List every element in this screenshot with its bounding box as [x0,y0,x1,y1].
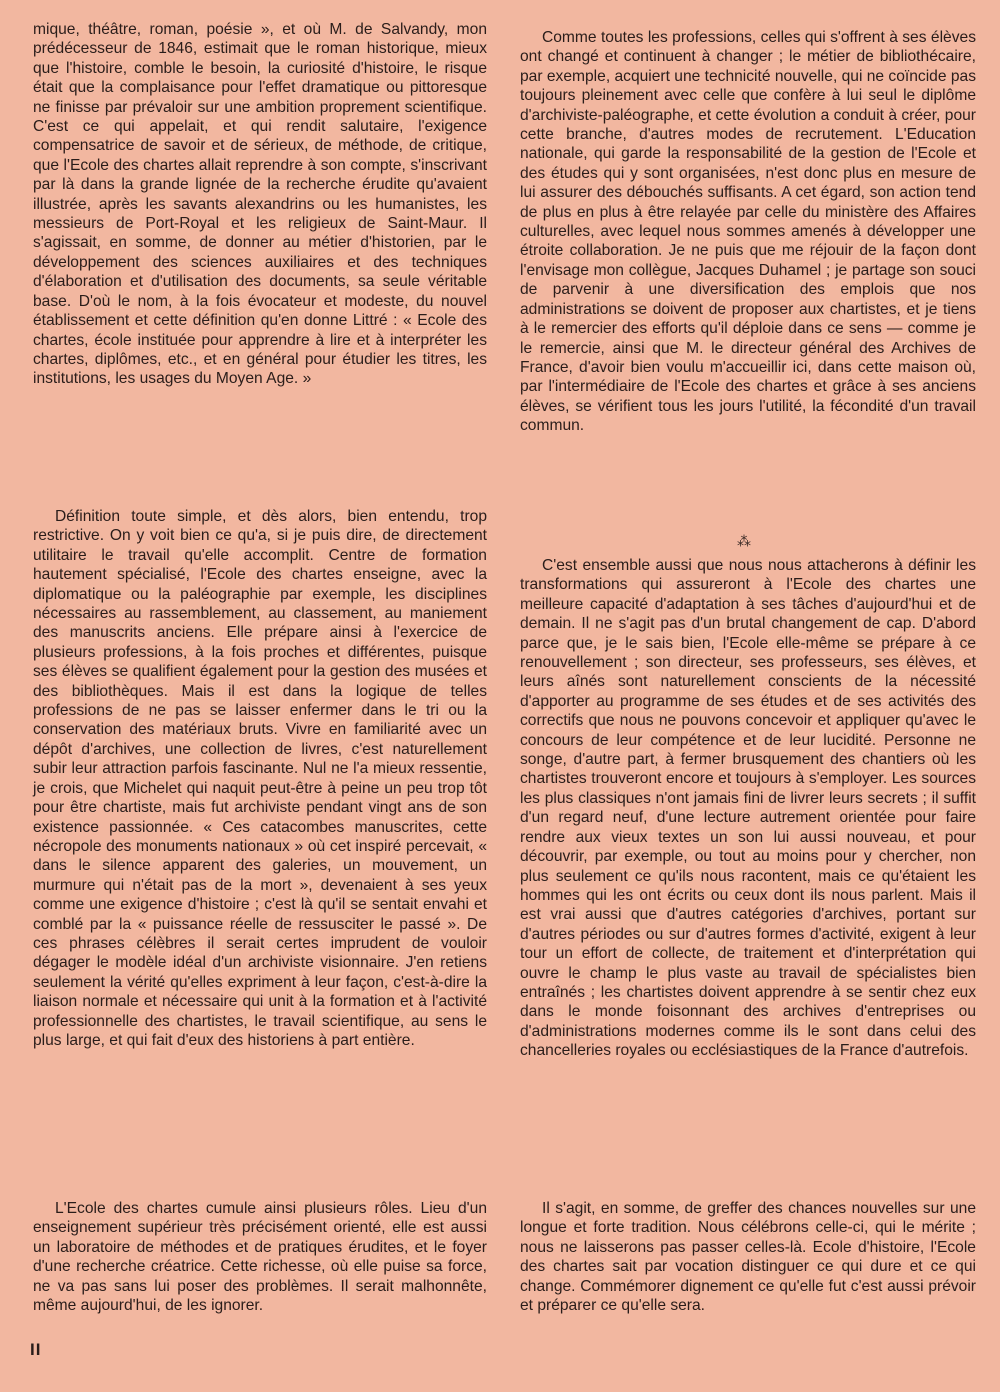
left-column-paragraph-2: Définition toute simple, et dès alors, bien entendu, trop restrictive. On y voit bien ce qu'a, si je puis dire, de directement utilitaire le travail qu'elle accomplit. Centre de formation hautement spécialisé, l'Ecole des chartes enseigne, avec la diplomatique ou la paléographie par exemple, les disciplines nécessaires au rassemblement, au classement, au maniement des manuscrits anciens. Elle prépare ainsi à l'exercice de plusieurs professions, à la fois proches et différentes, puisque ses élèves se qualifient également pour la gestion des musées et des bibliothèques. Mais il est dans la logique de telles professions de ne pas se laisser enfermer dans le tri ou la conservation des matériaux bruts. Vivre en familiarité avec un dépôt d'archives, une collection de livres, c'est naturellement subir leur attraction parfois fascinante. Nul ne l'a mieux ressentie, je crois, que Michelet qui naquit peut-être à peine un peu trop tôt pour être chartiste, mais fut archiviste pendant vingt ans de son existence passionnée. « Ces catacombes manuscrites, cette nécropole des monuments nationaux » où cet inspiré percevait, « dans le silence apparent des galeries, un mouvement, un murmure qui n'était pas de la mort », devenaient à ses yeux comme une exigence d'histoire ; c'est là qu'il se sentait envahi et comblé par la « puissance réelle de ressusciter le passé ». De ces phrases célèbres il serait certes imprudent de vouloir dégager le modèle idéal d'un archiviste visionnaire. J'en retiens seulement la vérité qu'elles expriment à leur façon, c'est-à-dire la liaison normale et nécessaire qui unit à la formation et à l'activité professionnelle des chartistes, le travail scientifique, au sens le plus large, et qui fait d'eux des historiens à part entière. [33,508,487,1049]
page-number: II [30,1340,42,1359]
left-column-paragraph-3: L'Ecole des chartes cumule ainsi plusieurs rôles. Lieu d'un enseignement supérieur très précisément orienté, elle est aussi un laboratoire de méthodes et de pratiques érudites, et le foyer d'une recherche créatrice. Cette richesse, où elle puise sa force, ne va pas sans lui poser des problèmes. Il serait malhonnête, même aujourd'hui, de les ignorer. [33,1200,487,1315]
right-column-paragraph-1: Comme toutes les professions, celles qui s'offrent à ses élèves ont changé et continuent à changer ; le métier de bibliothécaire, par exemple, acquiert une technicité nouvelle, qui ne coïncide pas toujours pleinement avec celle que confère à lui seul le diplôme d'archiviste-paléographe, et cette évolution a conduit à créer, pour cette branche, d'autres modes de recrutement. L'Education nationale, qui garde la responsabilité de la gestion de l'Ecole et des études qui y sont organisées, n'est donc plus en mesure de lui assurer des débouchés suffisants. A cet égard, son action tend de plus en plus à être relayée par celle du ministère des Affaires culturelles, avec lequel nous sommes amenés à développer une étroite collaboration. Je ne puis que me réjouir de la façon dont l'envisage mon collègue, Jacques Duhamel ; je partage son souci de parvenir à une diversification des emplois que nos administrations se doivent de proposer aux chartistes, et je tiens à le remercier des efforts qu'il déploie dans ce sens — comme je le remercie, ainsi que M. le directeur général des Archives de France, d'avoir bien voulu m'accueillir ici, dans cette maison où, par l'intermédiaire de l'Ecole des chartes et grâce à ses anciens élèves, se vérifient tous les jours l'utilité, la fécondité d'un travail commun. [520,29,976,435]
section-ornament: ⁂ [737,533,751,549]
right-column-paragraph-3: Il s'agit, en somme, de greffer des chances nouvelles sur une longue et forte tradition. Nous célébrons celle-ci, qui le mérite ; nous ne laisserons pas passer celles-là. Ecole d'histoire, l'Ecole des chartes sait par vocation distinguer ce qui dure et ce qui change. Commémorer dignement ce qu'elle fut c'est aussi prévoir et préparer ce qu'elle sera. [520,1200,976,1315]
left-column-paragraph-1: mique, théâtre, roman, poésie », et où M. de Salvandy, mon prédécesseur de 1846, estimait que le roman historique, mieux que l'histoire, comble le besoin, la curiosité d'histoire, le risque était que la complaisance pour l'effet dramatique ou pittoresque ne finisse par prévaloir sur une ambition proprement scientifique. C'est ce qui appelait, et qui rendit salutaire, l'exigence compensatrice de savoir et de sérieux, de méthode, de critique, que l'Ecole des chartes allait reprendre à son compte, s'inscrivant par là dans la grande lignée de la recherche érudite qu'avaient illustrée, après les savants alexandrins ou les humanistes, les messieurs de Port-Royal et les religieux de Saint-Maur. Il s'agissait, en somme, de donner au métier d'historien, par le développement des sciences auxiliaires et des techniques d'élaboration et d'utilisation des documents, sa seule véritable base. D'où le nom, à la fois évocateur et modeste, du nouvel établissement et cette définition qu'en donne Littré : « Ecole des chartes, école instituée pour apprendre à lire et à interpréter les chartes, diplômes, etc., et en général pour étudier les titres, les institutions, les usages du Moyen Age. » [33,21,487,388]
right-column-paragraph-2: C'est ensemble aussi que nous nous attacherons à définir les transformations qui assureront à l'Ecole des chartes une meilleure capacité d'adaptation à ses tâches d'aujourd'hui et de demain. Il ne s'agit pas d'un brutal changement de cap. D'abord parce que, je le sais bien, l'Ecole elle-même se prépare à ce renouvellement ; son directeur, ses professeurs, ses élèves, et leurs aînés sont naturellement conscients de la nécessité d'apporter au programme de ses études et de ses activités des correctifs que nous ne pouvons concevoir et appliquer qu'avec le concours de leur compétence et de leur lucidité. Personne ne songe, d'autre part, à fermer brusquement des chantiers où les chartistes trouveront encore et toujours à s'employer. Les sources les plus classiques n'ont jamais fini de livrer leurs secrets ; il suffit d'un regard neuf, d'une lecture autrement orientée pour faire rendre aux vieux textes un son lui aussi nouveau, et pour découvrir, par exemple, ou tout au moins pour y chercher, non plus seulement ce qu'ils nous racontent, mais ce qu'étaient les hommes qui les ont écrits ou ceux dont ils nous parlent. Mais il est vrai aussi que d'autres catégories d'archives, portant sur d'autres périodes ou sur d'autres formes d'activité, exigent à leur tour un effort de collecte, de traitement et d'interprétation qui ouvre le champ le plus vaste au travail de spécialistes bien entraînés ; les chartistes doivent apprendre à se sentir chez eux dans le monde foisonnant des archives d'entreprises ou d'administrations modernes comme ils le sont dans celui des chancelleries royales ou ecclésiastiques de la France d'autrefois. [520,557,976,1060]
